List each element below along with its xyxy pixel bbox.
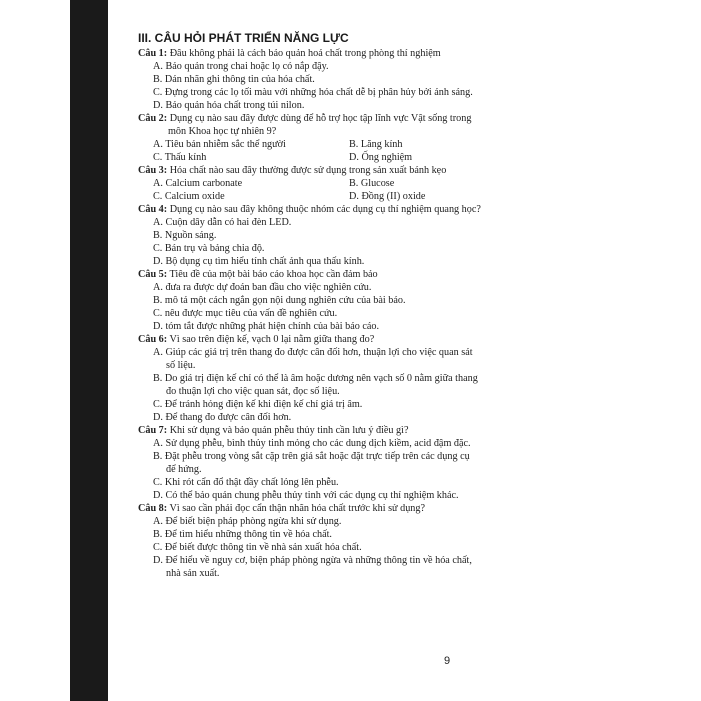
question-3 bbox=[138, 164, 558, 177]
option: C. nêu được mục tiêu của vấn đề nghiên cứu. bbox=[153, 308, 338, 319]
option: C. Thấu kính bbox=[153, 152, 207, 163]
question-label: Câu 7: bbox=[138, 425, 168, 436]
question-label: Câu 8: bbox=[138, 503, 168, 514]
option: C. Để tránh hỏng điện kế khi điện kế chỉ giá trị âm. bbox=[153, 399, 363, 410]
option: B. Đặt phễu trong vòng sắt cặp trên giá sắt hoặc đặt trực tiếp trên các dụng cụ bbox=[153, 451, 470, 462]
option: D. Bộ dụng cụ tìm hiểu tính chất ảnh qua thấu kính. bbox=[153, 256, 365, 267]
option: A. Tiêu bản nhiễm sắc thể người bbox=[153, 139, 286, 150]
option: A. Sử dụng phễu, bình thủy tinh mỏng cho các dung dịch kiềm, acid đậm đặc. bbox=[153, 438, 471, 449]
option: D. Có thể bảo quản chung phễu thủy tinh với các dụng cụ thí nghiệm khác. bbox=[153, 490, 459, 501]
option: A. Giúp các giá trị trên thang đo được cân đối hơn, thuận lợi cho việc quan sát bbox=[153, 347, 473, 358]
option: B. Dán nhãn ghi thông tin của hóa chất. bbox=[153, 74, 315, 85]
question-text: Khi sử dụng và bảo quản phễu thủy tinh cần lưu ý điều gì? bbox=[169, 425, 409, 436]
question-text: Dụng cụ nào sau đây được dùng để hỗ trợ học tập lĩnh vực Vật sống trong bbox=[169, 113, 472, 124]
question-label: Câu 5: bbox=[138, 269, 168, 280]
option: D. Đồng (II) oxide bbox=[349, 191, 426, 202]
option-continued: nhà sản xuất. bbox=[166, 568, 220, 579]
question-text: Dụng cụ nào sau đây không thuộc nhóm các dụng cụ thí nghiệm quang học? bbox=[169, 204, 481, 215]
option-continued: đo thuận lợi cho việc quan sát, đọc số liệu. bbox=[166, 386, 340, 397]
option: B. mô tả một cách ngắn gọn nội dung nghiên cứu của bài báo. bbox=[153, 295, 406, 306]
question-8 bbox=[138, 502, 558, 515]
question-label: Câu 1: bbox=[138, 48, 168, 59]
question-2 bbox=[138, 112, 558, 125]
option-row bbox=[138, 177, 558, 190]
option: C. Khi rót cẩn đổ thật đầy chất lỏng lên phễu. bbox=[153, 477, 339, 488]
option: B. Để tìm hiểu những thông tin về hóa chất. bbox=[153, 529, 332, 540]
option: D. Ống nghiệm bbox=[349, 152, 413, 163]
option: B. Nguồn sáng. bbox=[153, 230, 217, 241]
question-label: Câu 2: bbox=[138, 113, 168, 124]
option: D. Bảo quản hóa chất trong túi nilon. bbox=[153, 100, 305, 111]
question-6 bbox=[138, 333, 558, 346]
option: A. Bảo quản trong chai hoặc lọ có nắp đậy. bbox=[153, 61, 329, 72]
option: B. Do giá trị điện kế chỉ có thể là âm hoặc dương nên vạch số 0 nằm giữa thang bbox=[153, 373, 478, 384]
option: D. tóm tắt được những phát hiện chính của bài báo cáo. bbox=[153, 321, 380, 332]
option-row bbox=[138, 138, 558, 151]
question-text: Hóa chất nào sau đây thường được sử dụng trong sản xuất bánh kẹo bbox=[169, 165, 447, 176]
question-text: Đâu không phải là cách bảo quản hoá chất trong phòng thí nghiệm bbox=[169, 48, 441, 59]
option: C. Để biết được thông tin về nhà sản xuất hóa chất. bbox=[153, 542, 362, 553]
option-continued: để hứng. bbox=[166, 464, 202, 475]
question-1 bbox=[138, 47, 558, 60]
book-page bbox=[108, 0, 570, 701]
question-5 bbox=[138, 268, 558, 281]
question-text-continued: môn Khoa học tự nhiên 9? bbox=[168, 126, 277, 137]
option-row bbox=[138, 190, 558, 203]
option: A. Để biết biện pháp phòng ngừa khi sử dụng. bbox=[153, 516, 342, 527]
question-label: Câu 4: bbox=[138, 204, 168, 215]
option: C. Bán trụ và bảng chia độ. bbox=[153, 243, 265, 254]
question-text: Tiêu đề của một bài báo cáo khoa học cần đảm bảo bbox=[169, 269, 378, 280]
question-text: Vì sao trên điện kế, vạch 0 lại nằm giữa thang đo? bbox=[169, 334, 375, 345]
option: D. Để hiểu về nguy cơ, biện pháp phòng ngừa và những thông tin về hóa chất, bbox=[153, 555, 472, 566]
option: D. Để thang đo được cân đối hơn. bbox=[153, 412, 292, 423]
option: A. Cuộn dây dẫn có hai đèn LED. bbox=[153, 217, 292, 228]
question-4 bbox=[138, 203, 558, 216]
page-number: 9 bbox=[444, 655, 451, 667]
option: C. Calcium oxide bbox=[153, 191, 225, 202]
section-heading: III. CÂU HỎI PHÁT TRIỂN NĂNG LỰC bbox=[138, 31, 349, 45]
option: A. Calcium carbonate bbox=[153, 178, 243, 189]
page-content bbox=[138, 32, 558, 580]
option: B. Lăng kính bbox=[349, 139, 403, 150]
option: C. Đựng trong các lọ tối màu với những hóa chất dễ bị phân hủy bởi ánh sáng. bbox=[153, 87, 473, 98]
question-label: Câu 3: bbox=[138, 165, 168, 176]
option-row bbox=[138, 151, 558, 164]
question-text: Vì sao cần phải đọc cẩn thận nhãn hóa chất trước khi sử dụng? bbox=[169, 503, 426, 514]
question-label: Câu 6: bbox=[138, 334, 168, 345]
option-continued: số liệu. bbox=[166, 360, 196, 371]
option: A. đưa ra được dự đoán ban đầu cho việc nghiên cứu. bbox=[153, 282, 372, 293]
question-7 bbox=[138, 424, 558, 437]
option: B. Glucose bbox=[349, 178, 395, 189]
